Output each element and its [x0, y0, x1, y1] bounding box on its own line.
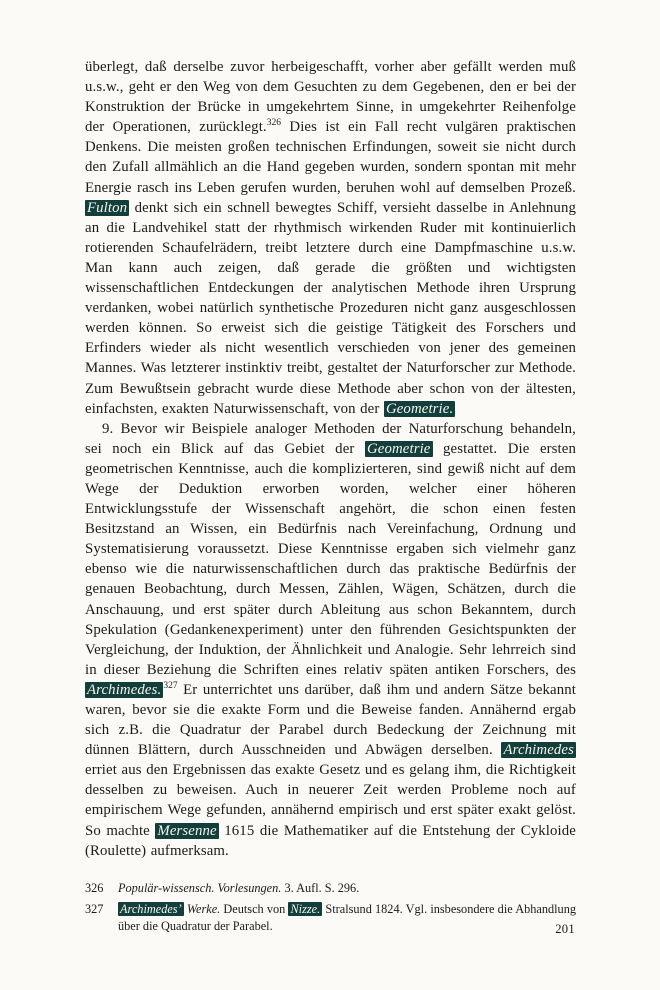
highlighted-term: Nizze. [290, 902, 321, 917]
paragraph-continuation: überlegt, daß derselbe zuvor herbeigeschafft, vorher aber gefällt werden muß u.s.w., geht er den Weg von dem Gesuchten zu dem Gegebenen, den er bei der Konstruktion der Brücke in umgekehrtem Sinne, in umgekehrter Reihenfolge der Operationen, zurücklegt.$^{326}$ Dies ist ein Fall recht vulgären praktischen Denkens. Die meisten großen technischen Erfindungen, soweit sie nicht durch den Zufall allmählich an die Hand gegeben wurden, sondern spontan mit mehr Energie rasch ins Leben gerufen wurden, beruhen wohl auf demselben Prozeß. Fulton denkt sich ein schnell bewegtes Schiff, versieht dasselbe in Anlehnung an die Landvehikel statt der rhythmisch wirkenden Ruder mit kontinuierlich rotierenden Schaufelrädern, treibt letztere durch eine Dampfmaschine u.s.w. Man kann auch zeigen, daß gerade die größten und wichtigsten wissenschaftlichen Entdeckungen der analytischen Methode ihren Ursprung verdanken, wobei natürlich synthetische Prozeduren nicht ganz ausgeschlossen werden können. So erweist sich die geistige Tätigkeit des Forschers und Erfinders wieder als nicht wesentlich verschieden von jener des gemeinen Mannes. Was letzterer instinktiv treibt, gestaltet der Naturforscher zur Methode. Zum Bewußtsein gebracht wurde diese Methode aber schon von der ältesten, einfachsten, exakten Naturwissenschaft, von der Geometrie. [85, 59, 576, 417]
italic-text: Werke. [183, 902, 221, 917]
footnote-327 [85, 901, 576, 935]
highlighted-term: Archimedes [503, 742, 574, 759]
footnote-text: Populär-wissensch. Vorlesungen. 3. Aufl. S. 296. [118, 880, 360, 895]
main-text-block [85, 57, 576, 861]
paragraph-section-9: 9. Bevor wir Beispiele analoger Methoden der Naturforschung behandeln, sei noch ein Blick auf das Gebiet der Geometrie gestattet. Die ersten geometrischen Kenntnisse, auch die komplizierteren, sind gewiß nicht auf dem Wege der Deduktion erworben worden, welcher einer höheren Entwicklungsstufe der Wissenschaft angehört, die schon einen festen Besitzstand an Wissen, ein Bedürfnis nach Vereinfachung, Ordnung und Systematisierung voraussetzt. Diese Kenntnisse ergaben sich vielmehr ganz ebenso wie die naturwissenschaftlichen durch das praktische Bedürfnis der genauen Beobachtung, durch Messen, Zählen, Wägen, Schätzen, durch die Anschauung, und erst später durch Ableitung aus schon Bekanntem, durch Spekulation (Gedankenexperiment) unter den führenden Gesichtspunkten der Vergleichung, der Induktion, der Ähnlichkeit und Analogie. Sehr lehrreich sind in dieser Beziehung die Schriften eines relativ späten antiken Forschers, des Archimedes. $^{327}$ Er unterrichtet uns darüber, daß ihm und andern Sätze bekannt waren, bevor sie die exakte Form und die Beweise fanden. Annähernd ergab sich z.B. die Quadratur der Parabel durch Bedeckung der Zeichnung mit dünnen Blättern, durch Ausschneiden und Abwägen derselben. Archimedes erriet aus den Ergebnissen das exakte Gesetz und es gelang ihm, die Richtigkeit desselben zu beweisen. Auch in neuerer Zeit werden Probleme noch auf empirischem Wege gefunden, annähernd empirisch und erst später exakt gelöst. So machte Mersenne 1615 die Mathematiker auf die Entstehung der Cykloide (Roulette) aufmerksam. [85, 420, 576, 859]
footnote-reference: 327 [163, 680, 178, 691]
footnote-text: Archimedes’ Werke. Deutsch von Nizze. Stralsund 1824. Vgl. insbesondere die Abhandlung über die Quadratur der Parabel. [118, 902, 576, 934]
footnotes-section [85, 880, 576, 935]
footnote-reference: 326 [266, 118, 282, 129]
highlighted-term: Geometrie [366, 440, 431, 457]
highlighted-term: Mersenne [157, 822, 217, 839]
footnote-326 [85, 880, 576, 897]
italic-text: Populär-wissensch. Vorlesungen. [118, 880, 282, 895]
highlighted-term: Fulton [87, 199, 128, 216]
highlighted-term: Archimedes. [87, 681, 162, 698]
highlighted-term: Archimedes’ [120, 902, 182, 917]
footnote-number: 327 [85, 902, 104, 917]
highlighted-term: Geometrie. [385, 400, 454, 417]
footnote-number: 326 [85, 880, 104, 895]
page-number: 201 [555, 922, 575, 936]
